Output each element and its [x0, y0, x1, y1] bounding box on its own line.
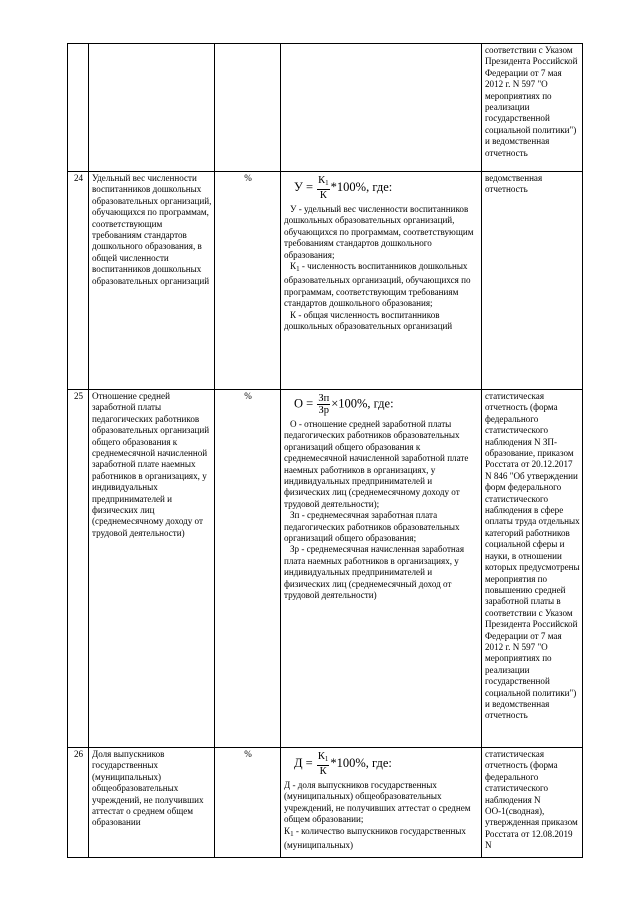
- formula-lhs: Д =: [294, 755, 313, 770]
- cell-source: статистическая отчетность (форма федерального статистического наблюдения N ОО-1(сводная), утвержденная приказом Росстата от 12.08.2019 N: [482, 748, 583, 858]
- cell-unit: %: [215, 390, 281, 748]
- cell-name: Доля выпускников государственных (муниципальных) общеобразовательных учреждений, не получивших аттестат о среднем общем образовании: [89, 748, 215, 858]
- fraction-numerator: $К_1$: [317, 175, 330, 190]
- cell-num: 24: [68, 172, 89, 390]
- formula-fraction: [317, 175, 330, 201]
- cell-unit: %: [215, 748, 281, 858]
- formula-fraction: [317, 751, 330, 777]
- fraction-numerator: Зп: [318, 393, 330, 404]
- table-row-continuation: [68, 44, 583, 172]
- cell-formula: [281, 390, 482, 748]
- cell-source: статистическая отчетность (форма федерального статистического наблюдения N ЗП-образование, приказом Росстата от 20.12.2017 N 846 "Об утверждении форм федерального статистического наблюдения в сфере оплаты труда отдельных категорий работников социальной сферы и науки, в отношении которых предусмотрены мероприятия по повышению средней заработной платы в соответствии с Указом Президента Российской Федерации от 7 мая 2012 г. N 597 "О мероприятиях по реализации государственной социальной политики") и ведомственная отчетность: [482, 390, 583, 748]
- formula-description: У - удельный вес численности воспитанников дошкольных образовательных организаций, обучающихся по программам, соответствующим требованиям стандартов дошкольного образования; $К_1$ - численность воспитанников дошкольных образовательных организаций, обучающихся по программам, соответствующим требованиям стандартов дошкольного образования; К - общая численность воспитанников дошкольных образовательных организаций: [284, 204, 474, 332]
- fraction-numerator: $К_1$: [317, 751, 330, 766]
- fraction-denominator: Зр: [318, 405, 330, 416]
- formula: [294, 393, 479, 416]
- cell-name: [89, 44, 215, 172]
- cell-unit: %: [215, 172, 281, 390]
- formula-fraction: [317, 393, 330, 416]
- cell-unit: [215, 44, 281, 172]
- indicators-table: [67, 43, 583, 858]
- cell-num: [68, 44, 89, 172]
- cell-formula: [281, 172, 482, 390]
- cell-formula: [281, 748, 482, 858]
- cell-source: ведомственная отчетность: [482, 172, 583, 390]
- table-row-26: [68, 748, 583, 858]
- table-row-25: [68, 390, 583, 748]
- fraction-denominator: К: [319, 766, 327, 777]
- formula-description: Д - доля выпускников государственных (муниципальных) общеобразовательных учреждений, не получивших аттестат о среднем общем образовании; $К_1$ - количество выпускников государственных (муниципальных): [284, 780, 471, 851]
- cell-num: 26: [68, 748, 89, 858]
- table-row-24: [68, 172, 583, 390]
- formula: [294, 175, 479, 201]
- formula-lhs: О =: [294, 396, 314, 411]
- cell-formula: [281, 44, 482, 172]
- cell-name: Отношение средней заработной платы педагогических работников образовательных организаций общего образования к среднемесячной начисленной заработной плате наемных работников в организациях, у индивидуальных предпринимателей и физических лиц (среднемесячному доходу от трудовой деятельности): [89, 390, 215, 748]
- cell-source: [482, 44, 583, 172]
- cell-num: 25: [68, 390, 89, 748]
- formula-lhs: У =: [294, 179, 314, 194]
- formula-description: О - отношение средней заработной платы педагогических работников образовательных организаций общего образования к среднемесячной начисленной заработной плате наемных работников в организациях, у индивидуальных предпринимателей и физических лиц (среднемесячному доходу от трудовой деятельности); Зп - среднемесячная заработная плата педагогических работников образовательных организаций общего образования; Зр - среднемесячная начисленная заработная плата наемных работников в организациях, у индивидуальных предпринимателей и физических лиц (среднемесячный доход от трудовой деятельности): [284, 419, 469, 601]
- formula-rhs: *100%, где:: [330, 179, 393, 194]
- formula: [294, 751, 479, 777]
- cell-name: Удельный вес численности воспитанников дошкольных образовательных организаций, обучающихся по программам, соответствующим требованиям стандартов дошкольного образования, в общей численности воспитанников дошкольных образовательных организаций: [89, 172, 215, 390]
- source-text: соответствии с Указом Президента Российской Федерации от 7 мая 2012 г. N 597 "О мероприятиях по реализации государственной социальной политики") и ведомственная отчетность: [485, 45, 578, 158]
- formula-rhs: *100%, где:: [330, 755, 392, 770]
- fraction-denominator: К: [319, 190, 327, 201]
- formula-rhs: ×100%, где:: [331, 396, 394, 411]
